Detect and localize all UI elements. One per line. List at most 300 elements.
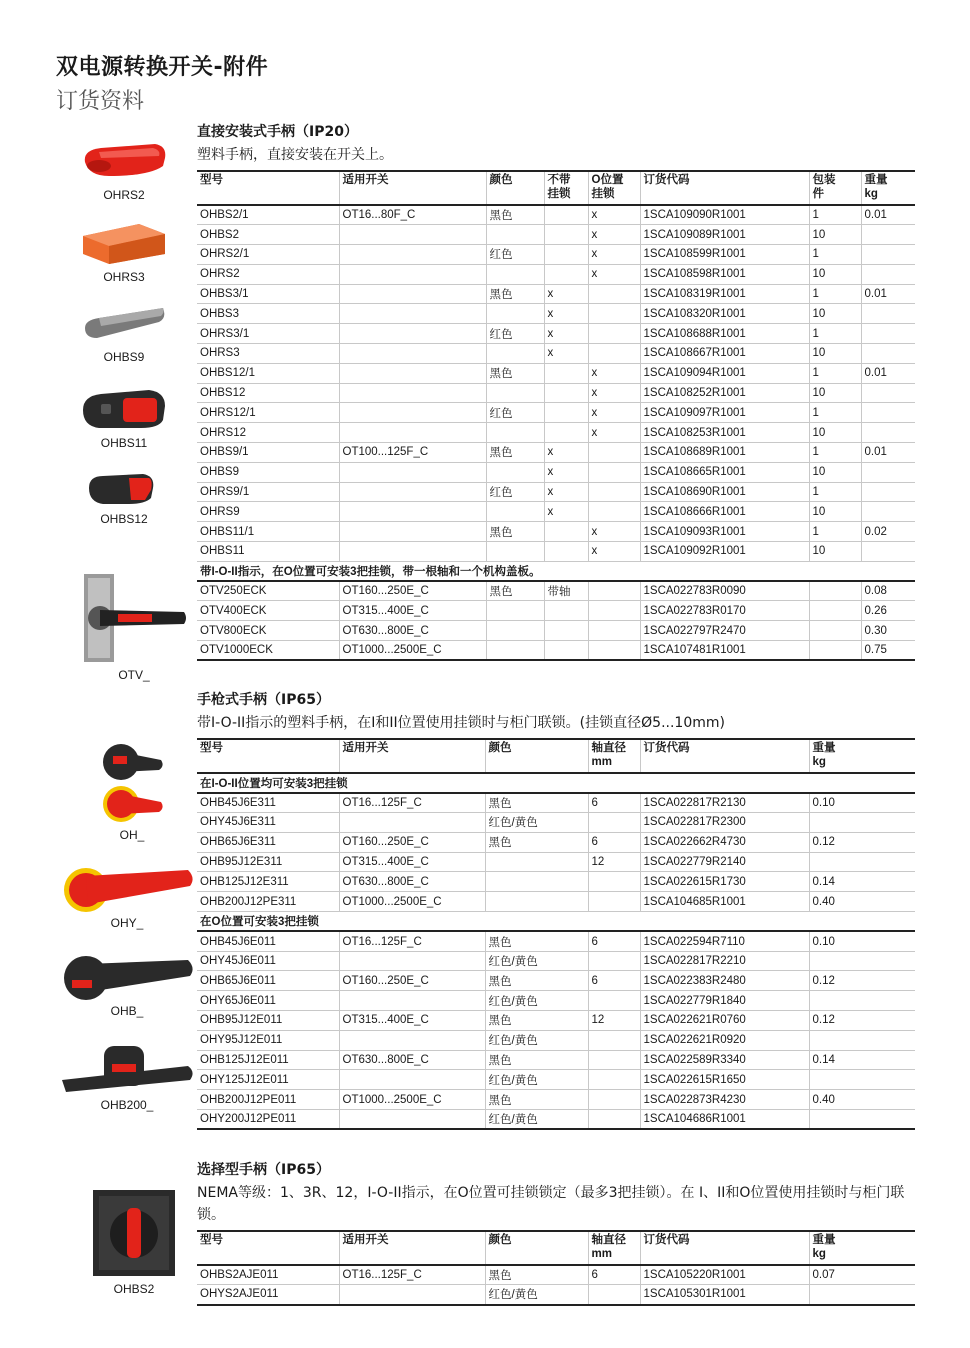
table-cell: OHY125J12E011 xyxy=(197,1070,339,1090)
table-cell: 0.08 xyxy=(861,581,915,601)
table-row xyxy=(197,601,915,621)
table-subheading-row xyxy=(197,773,915,793)
table-cell xyxy=(544,205,588,225)
column-header: 适用开关 xyxy=(339,739,485,773)
table-cell: 10 xyxy=(809,304,861,324)
table-cell: OT16...125F_C xyxy=(339,931,485,951)
table-cell: OHY65J6E011 xyxy=(197,991,339,1011)
table-cell: 10 xyxy=(809,542,861,562)
table-cell: 12 xyxy=(588,852,640,872)
table-cell: 1SCA109092R1001 xyxy=(640,542,809,562)
table-cell xyxy=(339,1285,485,1305)
table-cell: 1 xyxy=(809,205,861,225)
column-header: 型号 xyxy=(197,171,339,205)
table-cell: 黑色 xyxy=(485,1265,588,1285)
table-cell xyxy=(339,522,486,542)
table-cell: 1SCA022615R1650 xyxy=(640,1070,809,1090)
table-subheading: 在I-O-II位置均可安装3把挂锁 xyxy=(197,773,915,793)
product-caption: OHY_ xyxy=(110,916,144,930)
column-header: 型号 xyxy=(197,1231,339,1265)
table-cell: 0.12 xyxy=(809,1011,915,1031)
table-cell: x xyxy=(588,245,640,265)
table-cell xyxy=(339,324,486,344)
table-cell xyxy=(339,225,486,245)
table-row xyxy=(197,205,915,225)
table-cell: x xyxy=(588,225,640,245)
page-title: 双电源转换开关-附件 xyxy=(56,55,269,80)
table-cell xyxy=(809,1110,915,1130)
table-cell: OT16...125F_C xyxy=(339,1265,485,1285)
table-cell: 1SCA022817R2210 xyxy=(640,951,809,971)
product-ohy xyxy=(58,864,196,930)
column-header: O位置 挂锁 xyxy=(588,171,640,205)
table-cell: x xyxy=(588,383,640,403)
table-cell: 1SCA105301R1001 xyxy=(640,1285,809,1305)
table-cell xyxy=(861,423,915,443)
table-row xyxy=(197,971,915,991)
table-cell xyxy=(861,304,915,324)
table-cell: OTV400ECK xyxy=(197,601,339,621)
table-cell xyxy=(809,621,861,641)
table-row xyxy=(197,872,915,892)
table-cell xyxy=(588,462,640,482)
table-row xyxy=(197,813,915,833)
table-cell: OT1000...2500E_C xyxy=(339,641,486,661)
table-cell xyxy=(339,245,486,265)
table-cell xyxy=(339,344,486,364)
table-row xyxy=(197,502,915,522)
table-cell: 1SCA108690R1001 xyxy=(640,482,809,502)
table-cell: 红色/黄色 xyxy=(485,1285,588,1305)
table-row xyxy=(197,581,915,601)
table-cell xyxy=(588,482,640,502)
table-row xyxy=(197,1011,915,1031)
table-cell: OHYS2AJE011 xyxy=(197,1285,339,1305)
table-row xyxy=(197,793,915,813)
column-header: 适用开关 xyxy=(339,171,486,205)
table-cell: 1SCA022589R3340 xyxy=(640,1050,809,1070)
order-table-pistol xyxy=(197,738,915,1130)
table-cell xyxy=(809,813,915,833)
table-subheading-row xyxy=(197,912,915,932)
table-cell: 1SCA108688R1001 xyxy=(640,324,809,344)
table-cell: 1SCA109094R1001 xyxy=(640,363,809,383)
table-cell: 0.12 xyxy=(809,832,915,852)
table-cell xyxy=(339,284,486,304)
table-cell: OT16...125F_C xyxy=(339,793,485,813)
table-row xyxy=(197,324,915,344)
order-table-direct xyxy=(197,170,915,661)
table-cell: 1SCA108320R1001 xyxy=(640,304,809,324)
table-cell xyxy=(339,951,485,971)
table-cell xyxy=(861,245,915,265)
table-cell: OT315...400E_C xyxy=(339,852,485,872)
table-cell xyxy=(485,892,588,912)
table-cell xyxy=(588,443,640,463)
table-cell xyxy=(339,363,486,383)
table-cell xyxy=(544,264,588,284)
table-cell xyxy=(861,482,915,502)
table-cell: OHB65J6E311 xyxy=(197,832,339,852)
table-row xyxy=(197,931,915,951)
table-cell: 红色/黄色 xyxy=(485,1070,588,1090)
table-cell xyxy=(588,601,640,621)
section-selector-handle xyxy=(197,1160,915,1306)
table-cell: x xyxy=(544,482,588,502)
table-cell: 红色/黄色 xyxy=(485,1110,588,1130)
table-cell: OT1000...2500E_C xyxy=(339,892,485,912)
table-cell xyxy=(588,284,640,304)
table-cell xyxy=(339,1070,485,1090)
table-cell xyxy=(588,872,640,892)
table-cell: OT630...800E_C xyxy=(339,621,486,641)
table-cell: x xyxy=(544,284,588,304)
otv-handle-icon xyxy=(78,568,190,666)
table-cell: x xyxy=(588,542,640,562)
table-cell xyxy=(339,1030,485,1050)
table-cell xyxy=(544,245,588,265)
table-cell: 1SCA022621R0920 xyxy=(640,1030,809,1050)
product-caption: OHBS12 xyxy=(100,512,148,526)
table-cell: 1SCA107481R1001 xyxy=(640,641,809,661)
table-row xyxy=(197,542,915,562)
table-cell: 10 xyxy=(809,344,861,364)
selector-handle-icon xyxy=(89,1184,179,1280)
table-cell: 黑色 xyxy=(486,363,544,383)
table-cell xyxy=(861,542,915,562)
table-cell xyxy=(861,344,915,364)
table-cell: 1SCA108253R1001 xyxy=(640,423,809,443)
table-cell: 红色 xyxy=(486,403,544,423)
table-cell: 1SCA022621R0760 xyxy=(640,1011,809,1031)
table-cell: 黑色 xyxy=(485,793,588,813)
red-handle-icon xyxy=(79,136,169,186)
table-cell xyxy=(486,344,544,364)
table-cell xyxy=(588,1030,640,1050)
table-cell: OHY45J6E311 xyxy=(197,813,339,833)
table-cell: 1SCA109097R1001 xyxy=(640,403,809,423)
table-cell: 0.02 xyxy=(861,522,915,542)
table-row xyxy=(197,403,915,423)
table-cell: 0.14 xyxy=(809,1050,915,1070)
table-cell xyxy=(544,225,588,245)
table-cell: 1SCA109093R1001 xyxy=(640,522,809,542)
table-cell: 1SCA105220R1001 xyxy=(640,1265,809,1285)
table-cell: 0.07 xyxy=(809,1265,915,1285)
table-cell: OHRS2 xyxy=(197,264,339,284)
table-cell: 0.26 xyxy=(861,601,915,621)
orange-handle-icon xyxy=(79,218,169,268)
column-header: 不带 挂锁 xyxy=(544,171,588,205)
table-cell: 黑色 xyxy=(486,522,544,542)
table-cell: OHB125J12E311 xyxy=(197,872,339,892)
table-cell xyxy=(486,383,544,403)
table-cell: 0.01 xyxy=(861,205,915,225)
table-row xyxy=(197,832,915,852)
table-cell xyxy=(339,502,486,522)
table-cell xyxy=(544,423,588,443)
table-cell xyxy=(486,601,544,621)
table-cell: OHB45J6E011 xyxy=(197,931,339,951)
table-cell: x xyxy=(588,423,640,443)
table-cell: OHB200J12PE011 xyxy=(197,1090,339,1110)
table-cell: 0.30 xyxy=(861,621,915,641)
table-cell: 1 xyxy=(809,284,861,304)
table-cell: OHY95J12E011 xyxy=(197,1030,339,1050)
table-row xyxy=(197,1285,915,1305)
black-red-handle-icon xyxy=(79,380,169,434)
table-cell: OHB65J6E011 xyxy=(197,971,339,991)
table-cell: OHRS2/1 xyxy=(197,245,339,265)
table-cell: 10 xyxy=(809,502,861,522)
table-row xyxy=(197,892,915,912)
table-row xyxy=(197,991,915,1011)
table-cell: 0.40 xyxy=(809,892,915,912)
ohy-long-handle-icon xyxy=(58,864,196,914)
product-caption: OHB_ xyxy=(110,1004,144,1018)
table-cell: 1SCA108319R1001 xyxy=(640,284,809,304)
table-cell: OHRS12 xyxy=(197,423,339,443)
section-pistol-handle xyxy=(197,690,915,1130)
product-caption: OHBS9 xyxy=(103,350,145,364)
order-table-selector xyxy=(197,1230,915,1306)
table-cell: OHBS9/1 xyxy=(197,443,339,463)
column-header: 重量 kg xyxy=(809,1231,915,1265)
table-row xyxy=(197,1050,915,1070)
table-cell: x xyxy=(544,344,588,364)
table-row xyxy=(197,284,915,304)
column-header: 订货代码 xyxy=(640,739,809,773)
table-cell xyxy=(486,462,544,482)
column-header: 颜色 xyxy=(485,1231,588,1265)
table-cell: 1SCA108598R1001 xyxy=(640,264,809,284)
table-cell xyxy=(339,542,486,562)
table-cell: 1 xyxy=(809,482,861,502)
product-caption: OHBS11 xyxy=(100,436,148,450)
table-cell xyxy=(588,641,640,661)
column-header: 订货代码 xyxy=(640,171,809,205)
table-cell xyxy=(544,621,588,641)
table-cell xyxy=(486,304,544,324)
table-row xyxy=(197,383,915,403)
product-ohrs2 xyxy=(78,136,170,202)
table-cell: 0.10 xyxy=(809,931,915,951)
table-row xyxy=(197,951,915,971)
table-cell xyxy=(486,264,544,284)
table-cell: OHBS9 xyxy=(197,462,339,482)
table-cell: 1SCA022873R4230 xyxy=(640,1090,809,1110)
table-cell: 1SCA022783R0170 xyxy=(640,601,809,621)
table-row xyxy=(197,1030,915,1050)
table-cell: 1SCA109090R1001 xyxy=(640,205,809,225)
table-cell xyxy=(339,383,486,403)
table-cell: OT315...400E_C xyxy=(339,601,486,621)
table-cell: x xyxy=(544,443,588,463)
table-cell: 1SCA022779R2140 xyxy=(640,852,809,872)
table-cell: 10 xyxy=(809,383,861,403)
page-subtitle: 订货资料 xyxy=(56,89,145,114)
table-cell: 1SCA022615R1730 xyxy=(640,872,809,892)
table-row xyxy=(197,621,915,641)
table-cell xyxy=(486,542,544,562)
table-cell xyxy=(486,502,544,522)
section-description: 塑料手柄，直接安装在开关上。 xyxy=(197,147,393,163)
table-cell: 10 xyxy=(809,423,861,443)
table-cell: 1SCA022817R2130 xyxy=(640,793,809,813)
table-cell: 黑色 xyxy=(485,1011,588,1031)
table-cell: 6 xyxy=(588,1265,640,1285)
table-cell: x xyxy=(544,462,588,482)
product-ohrs3 xyxy=(78,218,170,284)
table-cell xyxy=(339,1110,485,1130)
table-cell xyxy=(588,1090,640,1110)
table-cell: 红色/黄色 xyxy=(485,951,588,971)
table-row xyxy=(197,1110,915,1130)
table-cell: x xyxy=(544,304,588,324)
table-cell: OHBS12/1 xyxy=(197,363,339,383)
table-cell xyxy=(339,482,486,502)
table-cell: 1SCA022594R7110 xyxy=(640,931,809,951)
black-red-small-handle-icon xyxy=(79,466,169,510)
table-cell: 红色/黄色 xyxy=(485,1030,588,1050)
table-cell: OT16...80F_C xyxy=(339,205,486,225)
table-cell: 1SCA022783R0090 xyxy=(640,581,809,601)
table-cell: 1 xyxy=(809,443,861,463)
table-cell xyxy=(339,423,486,443)
table-cell: 黑色 xyxy=(486,205,544,225)
table-cell xyxy=(809,641,861,661)
table-row xyxy=(197,225,915,245)
product-ohb200 xyxy=(58,1040,196,1112)
table-cell xyxy=(809,1030,915,1050)
table-cell xyxy=(588,813,640,833)
table-cell: 1SCA104686R1001 xyxy=(640,1110,809,1130)
table-cell: 1SCA108667R1001 xyxy=(640,344,809,364)
table-cell: 1SCA109089R1001 xyxy=(640,225,809,245)
ohb-long-handle-icon xyxy=(58,952,196,1002)
table-cell: OHBS12 xyxy=(197,383,339,403)
table-cell: 1SCA108689R1001 xyxy=(640,443,809,463)
table-cell: x xyxy=(588,363,640,383)
section-direct-mount xyxy=(197,122,915,661)
table-cell: 6 xyxy=(588,793,640,813)
table-row xyxy=(197,264,915,284)
table-cell: OHRS9/1 xyxy=(197,482,339,502)
table-cell: OHBS2AJE011 xyxy=(197,1265,339,1285)
pistol-handle-black-icon xyxy=(97,738,167,782)
table-cell xyxy=(588,1110,640,1130)
table-cell xyxy=(485,852,588,872)
table-cell xyxy=(588,502,640,522)
table-cell xyxy=(486,225,544,245)
column-header: 颜色 xyxy=(485,739,588,773)
table-cell: 12 xyxy=(588,1011,640,1031)
table-row xyxy=(197,245,915,265)
product-otv xyxy=(78,568,190,682)
table-cell: 0.01 xyxy=(861,443,915,463)
table-cell: 1SCA022817R2300 xyxy=(640,813,809,833)
table-row xyxy=(197,423,915,443)
table-cell xyxy=(544,522,588,542)
product-ohbs12 xyxy=(78,466,170,526)
section-title: 直接安装式手柄（IP20） xyxy=(197,124,358,140)
table-cell: 0.01 xyxy=(861,363,915,383)
table-cell xyxy=(339,304,486,324)
table-cell: 6 xyxy=(588,832,640,852)
table-cell: 1SCA104685R1001 xyxy=(640,892,809,912)
table-cell: 0.40 xyxy=(809,1090,915,1110)
column-header: 包装 件 xyxy=(809,171,861,205)
product-caption: OHBS2 xyxy=(113,1282,155,1296)
table-cell: 黑色 xyxy=(486,443,544,463)
table-cell: 1SCA108599R1001 xyxy=(640,245,809,265)
table-cell xyxy=(339,991,485,1011)
table-cell: OT315...400E_C xyxy=(339,1011,485,1031)
table-cell: 带轴 xyxy=(544,581,588,601)
table-row xyxy=(197,1265,915,1285)
table-cell xyxy=(809,951,915,971)
table-cell xyxy=(809,991,915,1011)
table-cell: OHBS3 xyxy=(197,304,339,324)
table-cell: 红色 xyxy=(486,482,544,502)
table-cell xyxy=(339,264,486,284)
table-cell xyxy=(861,264,915,284)
table-cell: 1 xyxy=(809,522,861,542)
table-cell: 1SCA022779R1840 xyxy=(640,991,809,1011)
table-cell: 黑色 xyxy=(486,581,544,601)
table-cell: 黑色 xyxy=(485,1090,588,1110)
table-cell xyxy=(588,951,640,971)
table-cell: 10 xyxy=(809,264,861,284)
table-cell: 黑色 xyxy=(486,284,544,304)
table-cell xyxy=(486,641,544,661)
table-row xyxy=(197,852,915,872)
table-cell: 1SCA108665R1001 xyxy=(640,462,809,482)
table-cell: 黑色 xyxy=(485,971,588,991)
table-cell xyxy=(588,1285,640,1305)
table-cell: x xyxy=(544,324,588,344)
table-cell xyxy=(588,581,640,601)
table-cell: 1 xyxy=(809,245,861,265)
section-title: 手枪式手柄（IP65） xyxy=(197,692,330,708)
table-cell: OTV250ECK xyxy=(197,581,339,601)
section-title: 选择型手柄（IP65） xyxy=(197,1162,330,1178)
product-caption: OHRS2 xyxy=(103,188,145,202)
table-cell: 0.12 xyxy=(809,971,915,991)
section-description: 带I-O-II指示的塑料手柄，在I和II位置使用挂锁时与柜门联锁。(挂锁直径Ø5...10mm) xyxy=(197,715,725,731)
table-cell: OT160...250E_C xyxy=(339,581,486,601)
gray-handle-icon xyxy=(79,298,169,348)
table-cell xyxy=(544,641,588,661)
table-cell xyxy=(809,1070,915,1090)
table-cell: 1SCA022383R2480 xyxy=(640,971,809,991)
table-cell xyxy=(588,991,640,1011)
column-header: 型号 xyxy=(197,739,339,773)
section-description: NEMA等级：1、3R、12，I-O-II指示，在O位置可挂锁锁定（最多3把挂锁）。在 I、II和O位置使用挂锁时与柜门联锁。 xyxy=(197,1185,905,1223)
table-cell: x xyxy=(588,522,640,542)
table-row xyxy=(197,522,915,542)
table-cell: OHBS3/1 xyxy=(197,284,339,304)
table-subheading: 在O位置可安装3把挂锁 xyxy=(197,912,915,932)
table-cell xyxy=(809,852,915,872)
column-header: 轴直径 mm xyxy=(588,739,640,773)
table-cell: 黑色 xyxy=(485,1050,588,1070)
table-cell: OHRS9 xyxy=(197,502,339,522)
table-cell: x xyxy=(588,403,640,423)
table-cell: 6 xyxy=(588,931,640,951)
table-cell: OT1000...2500E_C xyxy=(339,1090,485,1110)
table-cell: OHRS3 xyxy=(197,344,339,364)
